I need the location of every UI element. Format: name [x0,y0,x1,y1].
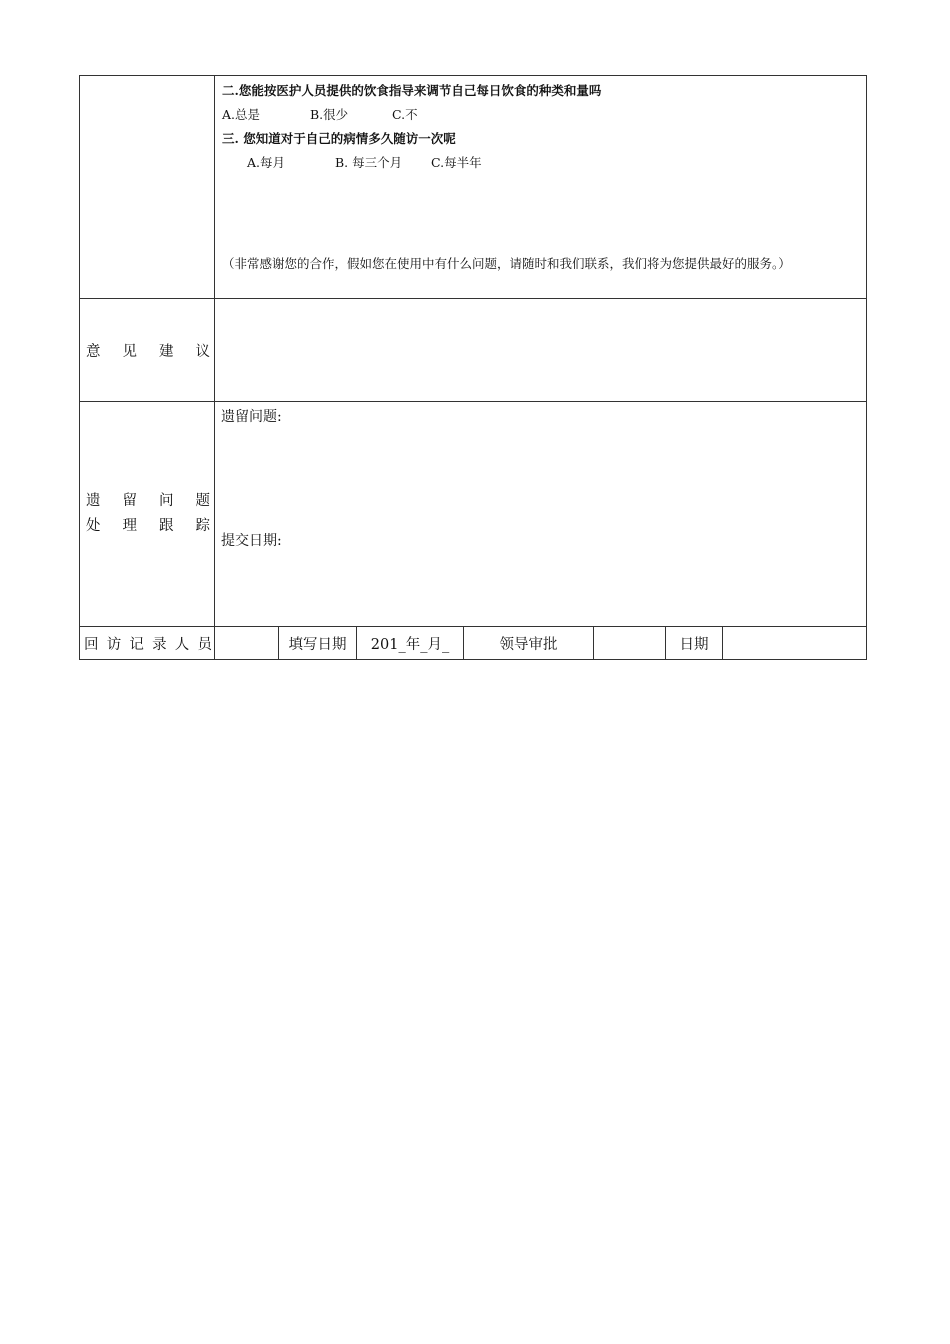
leftover-label-line-2: 处 理 跟 踪 [86,518,210,534]
fill-date-value[interactable]: 201_年_月_ [357,627,464,660]
leftover-issues-row [80,402,867,627]
follow-up-form-table [79,75,867,660]
recorder-label: 回 访 记 录 人 员 [84,636,212,653]
question-3-option-c[interactable]: C.每半年 [431,155,482,170]
submit-date-label: 提交日期: [221,533,282,549]
question-2-option-b[interactable]: B.很少 [310,107,349,122]
recorder-input-cell[interactable] [215,627,279,660]
question-3-title: 三. 您知道对于自己的病情多久随访一次呢 [222,131,456,146]
date-label: 日期 [666,627,723,660]
leader-approval-label: 领导审批 [464,627,594,660]
questions-cell [215,76,867,299]
question-2-options [222,103,862,127]
leftover-content-cell[interactable] [215,402,867,627]
questions-content [215,76,866,298]
question-3-options [222,151,862,175]
thanks-note: （非常感谢您的合作，假如您在使用中有什么问题，请随时和我们联系，我们将为您提供最好的服务。） [222,256,791,271]
question-3-option-b[interactable]: B. 每三个月 [335,155,403,170]
question-2-option-c[interactable]: C.不 [392,107,418,122]
question-2-option-a[interactable]: A.总是 [222,107,261,122]
suggestions-label: 意 见 建 议 [86,343,210,360]
question-3-option-a[interactable]: A.每月 [247,155,286,170]
leftover-content [215,402,866,626]
suggestions-label-cell [80,299,215,402]
leftover-label-cell [80,402,215,627]
footer-row [80,627,867,660]
leftover-issue-label: 遗留问题: [221,409,282,425]
leftover-label-line-1: 遗 留 问 题 [86,493,210,509]
question-2-title: 二.您能按医护人员提供的饮食指导来调节自己每日饮食的种类和量吗 [222,83,602,98]
questions-row [80,76,867,299]
fill-date-label: 填写日期 [279,627,357,660]
questions-label-cell [80,76,215,299]
suggestions-input-cell[interactable] [215,299,867,402]
recorder-label-cell [80,627,215,660]
date-input-cell[interactable] [723,627,867,660]
leader-approval-input-cell[interactable] [594,627,666,660]
suggestions-row [80,299,867,402]
